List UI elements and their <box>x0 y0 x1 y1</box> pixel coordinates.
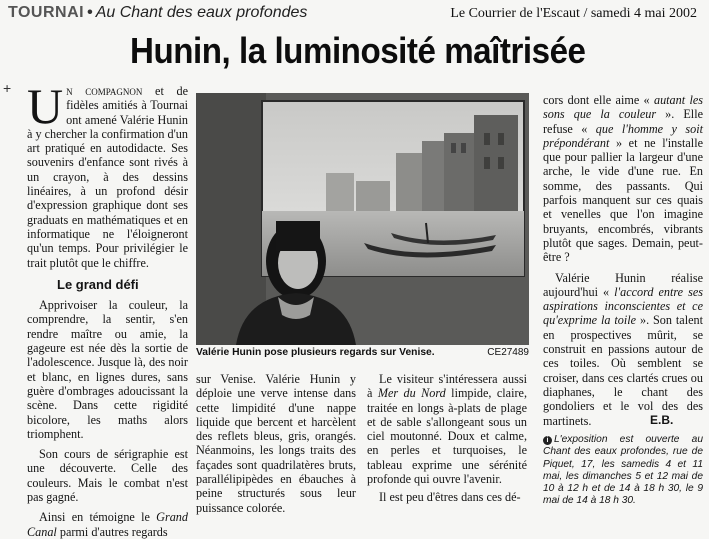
newspaper-source-date: Le Courrier de l'Escaut / samedi 4 mai 2002 <box>450 6 697 21</box>
text-run: cors dont elle aime « <box>543 93 654 107</box>
kicker-city: TOURNAI <box>8 4 85 21</box>
paragraph: sur Venise. Valérie Hunin y déploie une verve intense dans cette limpidité d'une nappe liquide que bercent et harcèlent des reflets bleus, gris, orangés. Néanmoins, les longs traits des façades sont quadrilatères bruts, parallélipipèdes en ébauches à peine structurés sous leur puissance colorée. <box>196 372 356 515</box>
lead-small-caps: n compagnon <box>66 84 143 98</box>
article-column-4 <box>543 93 703 428</box>
quote: que l'homme y soit prépondérant <box>543 121 703 150</box>
subheading: Le grand défi <box>57 276 139 292</box>
text-run: Ainsi en témoigne le <box>39 510 157 525</box>
quote: l'accord entre ses aspirations inconscientes et ce qu'exprime la toile <box>543 284 703 328</box>
lead-text: et de fidèles amitiés à Tournai ont amené Valérie Hunin à y chercher la confirmation d'un art pratiqué en autodidacte. Ses souvenirs d'enfance sont rivés à un crayon, à des dessins linéaires, à un profond désir d'expression graphique dont ses graduats en mathématiques et en informatique ne l'éloigneront qu'un temps. Pour privilégier le trait plutôt que le chiffre. <box>27 84 188 270</box>
drop-cap: U <box>27 78 64 134</box>
headline: Hunin, la luminosité maîtrisée <box>130 30 586 71</box>
photo-illustration <box>196 93 529 345</box>
article-photo <box>196 93 529 345</box>
text-run: » et ne l'installe que pour pallier la largeur d'une arche, le vide d'une rue. En somme, des passants. Qui parfois manquent sur ces quais et venelles que l'on imagine bruyants, encombrés, vibrants plutôt que sages. Demain, peut-être ? <box>543 135 703 265</box>
article-column-1 <box>27 78 188 539</box>
paragraph <box>543 271 703 428</box>
article-column-3 <box>367 372 527 505</box>
caption-text: Valérie Hunin pose plusieurs regards sur Venise. <box>196 347 435 358</box>
margin-mark: + <box>3 80 12 96</box>
lead-paragraph <box>27 78 188 270</box>
kicker-bullet: • <box>87 4 93 21</box>
text-run: limpide, claire, traitée en longs à-plats de plage et de sable s'allongeant sous un ciel moutonné. Doux et calme, en perles et turquoises, le tableau exprime une sérénité profonde qui ouvre l'avenir. <box>367 386 527 487</box>
article-column-2 <box>196 372 356 515</box>
paragraph <box>27 510 188 539</box>
kicker-subtitle: Au Chant des eaux profondes <box>95 4 308 21</box>
artwork-title: Mer du Nord <box>377 386 446 401</box>
photo-code: CE27489 <box>487 347 529 358</box>
text-run: Le visiteur s'intéressera aussi à <box>367 372 527 401</box>
article-kicker <box>8 4 307 22</box>
text-run: parmi d'autres regards <box>56 524 168 539</box>
paragraph: Apprivoiser la couleur, la comprendre, la sentir, s'en rendre maître ou amie, la gageure est née dès la sortie de l'adolescence. Jusque là, des noir et blanc, en lignes dures, sans guère d'ombrages adoucissant la scène. Dans cette rigidité bicolore, les maths alors triomphent. <box>27 298 188 441</box>
info-icon: i <box>543 436 552 445</box>
photo-caption <box>196 347 529 358</box>
text-run: Valérie Hunin réalise aujourd'hui « <box>543 270 703 299</box>
paragraph: Il est peu d'êtres dans ces dé- <box>379 490 521 505</box>
paragraph <box>367 372 527 486</box>
text-run: ». Son talent en prospectives mûrit, se construit en passions autour de ces toiles. Où semblent se croiser, dans ces clartés crues ou diaphanes, le chant des gondoliers et le vol des des martinets. <box>543 313 703 428</box>
author-signature: E.B. <box>650 413 674 427</box>
exhibition-info <box>543 434 703 508</box>
artwork-title: Grand Canal <box>27 510 188 539</box>
paragraph <box>543 93 703 265</box>
paragraph: Son cours de sérigraphie est une découverte. Celle des couleurs. Mais le combat n'est pas gagné. <box>27 447 188 505</box>
info-text: L'exposition est ouverte au Chant des eaux profondes, rue de Piquet, 17, les samedis 4 et 11 mai, les dimanches 5 et 12 mai de 10 à 12 h et de 14 à 18 h 30, le 9 mai de 14 à 18 h 30. <box>543 434 703 507</box>
quote: autant les sons que la couleur <box>543 93 703 122</box>
text-run: ». Elle refuse « <box>543 107 703 136</box>
